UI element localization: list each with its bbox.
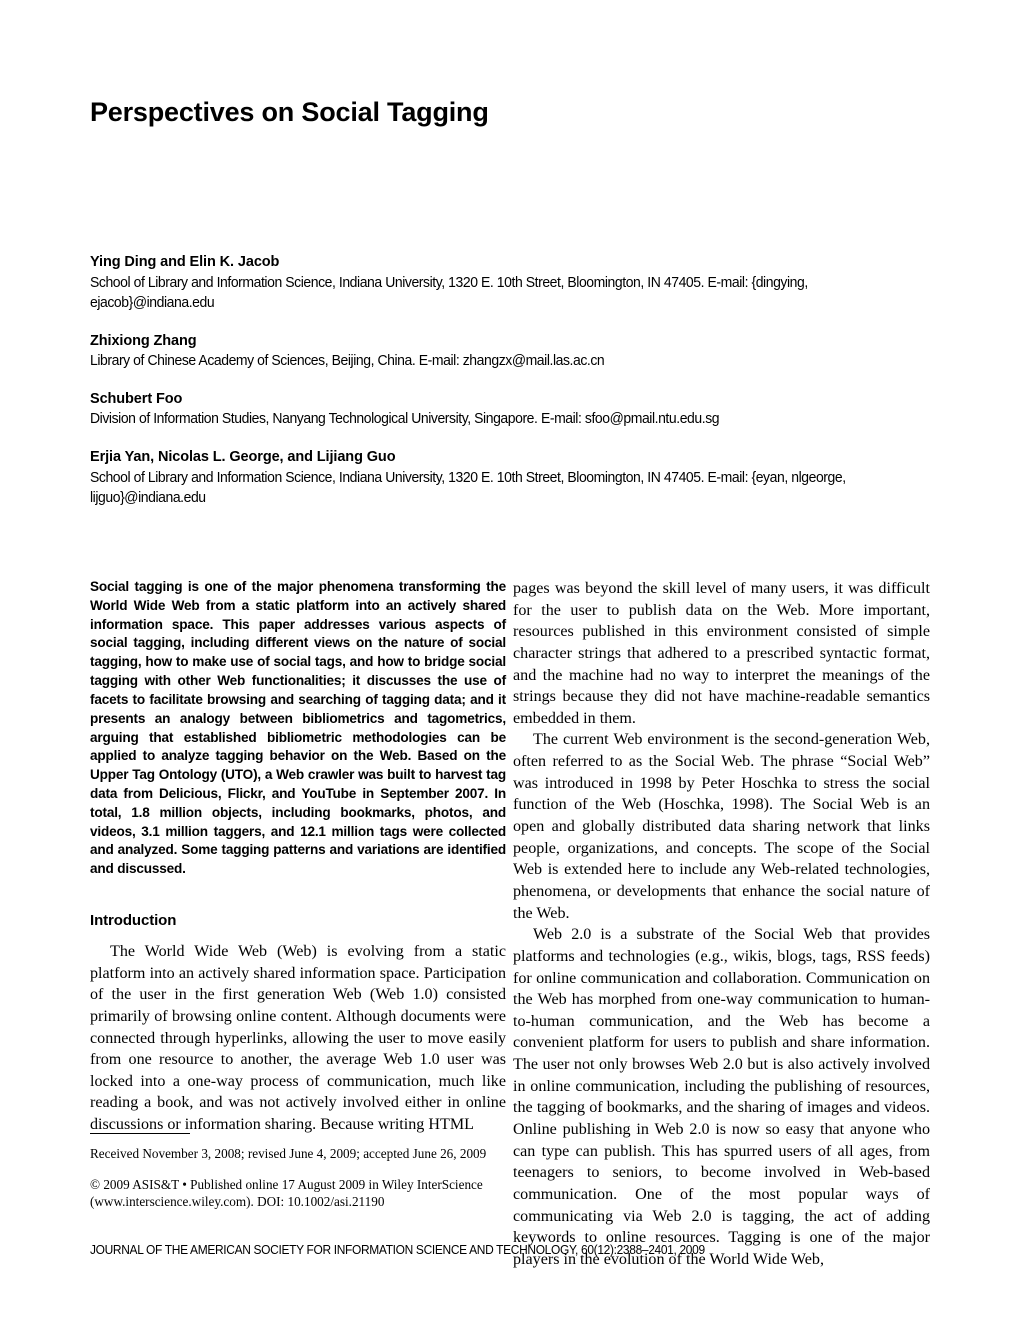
author-names: Ying Ding and Elin K. Jacob [90,254,280,270]
right-column [513,578,930,1271]
footnote-copyright-line-2: (www.interscience.wiley.com). DOI: 10.1002/asi.21190 [90,1194,385,1210]
footnote-rule [90,1133,190,1134]
section-heading-introduction: Introduction [90,912,177,929]
author-affiliation: Library of Chinese Academy of Sciences, Beijing, China. E-mail: zhangzx@mail.las.ac.cn [90,353,605,370]
author-group [90,252,890,314]
author-group [90,447,890,509]
body-paragraph: The World Wide Web (Web) is evolving from a static platform into an actively shared information space. Participation of the user in the first generation Web (Web 1.0) consisted primarily of browsing online content. Although documents were connected through hyperlinks, allowing the user to move easily from one resource to another, the average Web 1.0 user was locked into a one-way process of communication, much like reading a book, and was not actively involved either in online discussions or information sharing. Because writing HTML [90,943,506,1134]
abstract-text: Social tagging is one of the major phenomena transforming the World Wide Web from a static platform into an actively shared information space. This paper addresses various aspects of social tagging, including different views on the nature of social tagging, how to make use of social tags, and how to bridge social tagging with other Web functionalities; it discusses the use of facets to facilitate browsing and searching of tagging data; and it presents an analogy between bibliometrics and tagometrics, arguing that established bibliometric methodologies can be applied to analyze tagging behavior on the Web. Based on the Upper Tag Ontology (UTO), a Web crawler was built to harvest tag data from Delicious, Flickr, and YouTube in September 2007. In total, 1.8 million objects, including bookmarks, photos, and videos, 3.1 million taggers, and 12.1 million tags were collected and analyzed. Some tagging patterns and variations are identified and discussed. [90,579,506,877]
body-paragraph: pages was beyond the skill level of many users, it was difficult for the user to publish data on the Web. More important, resources published in this environment consisted of simple character strings that adhered to a prescribed syntactic format, and the machine had no way to interpret the meanings of the strings because they did not have machine-readable semantics embedded in them. [513,580,930,727]
author-names: Zhixiong Zhang [90,332,197,349]
body-paragraph: Web 2.0 is a substrate of the Social Web that provides platforms and technologies (e.g., wikis, blogs, tags, RSS feeds) for online communication and collaboration. Communication on the Web has morphed from one-way communication to human-to-human communication, and the Web has become a convenient platform for users to publish and share information. The user not only browses Web 2.0 but is also actively involved in online communication, including the publishing of resources, the tagging of bookmarks, and the sharing of images and videos. Online publishing in Web 2.0 is now so easy that anyone who can type can publish. This has spurred users of all ages, from teenagers to seniors, to become involved in Web-based communication. One of the most popular ways of communicating via Web 2.0 is tagging, the act of adding keywords to online resources. Tagging is one of the major players in the evolution of the World Wide Web, [513,926,930,1268]
author-group [90,331,890,372]
journal-footer: JOURNAL OF THE AMERICAN SOCIETY FOR INFORMATION SCIENCE AND TECHNOLOGY, 60(12):2388–2401, 2009 [90,1243,705,1257]
author-affiliation: School of Library and Information Science, Indiana University, 1320 E. 10th Street, Bloomington, IN 47405. E-mail: {eyan, nlgeorge, lijguo}@indiana.edu [90,469,846,507]
footnote-copyright-line-1: © 2009 ASIS&T • Published online 17 August 2009 in Wiley InterScience [90,1176,483,1192]
footnote-block [90,1133,506,1211]
page-title: Perspectives on Social Tagging [90,97,489,127]
author-block [90,252,890,526]
body-paragraph: The current Web environment is the second-generation Web, often referred to as the Social Web. The phrase “Social Web” was introduced in 1998 by Peter Hoschka to stress the social function of the Web (Hoschka, 1998). The Social Web is an open and globally distributed data sharing network that links people, organizations, and concepts. The scope of the Social Web is extended here to include any Web-related technologies, phenomena, or developments that enhance the social nature of the Web. [513,731,930,922]
author-names: Erjia Yan, Nicolas L. George, and Lijiang Guo [90,449,396,466]
author-affiliation: School of Library and Information Science, Indiana University, 1320 E. 10th Street, Bloomington, IN 47405. E-mail: {dingying, ejacob}@indiana.edu [90,274,808,312]
author-names: Schubert Foo [90,390,183,407]
footnote-received-line: Received November 3, 2008; revised June 4, 2009; accepted June 26, 2009 [90,1146,487,1161]
author-affiliation: Division of Information Studies, Nanyang Technological University, Singapore. E-mail: sfoo@pmail.ntu.edu.sg [90,411,720,428]
left-column [90,578,506,1136]
footnote-copyright [90,1176,506,1211]
author-group [90,389,890,430]
